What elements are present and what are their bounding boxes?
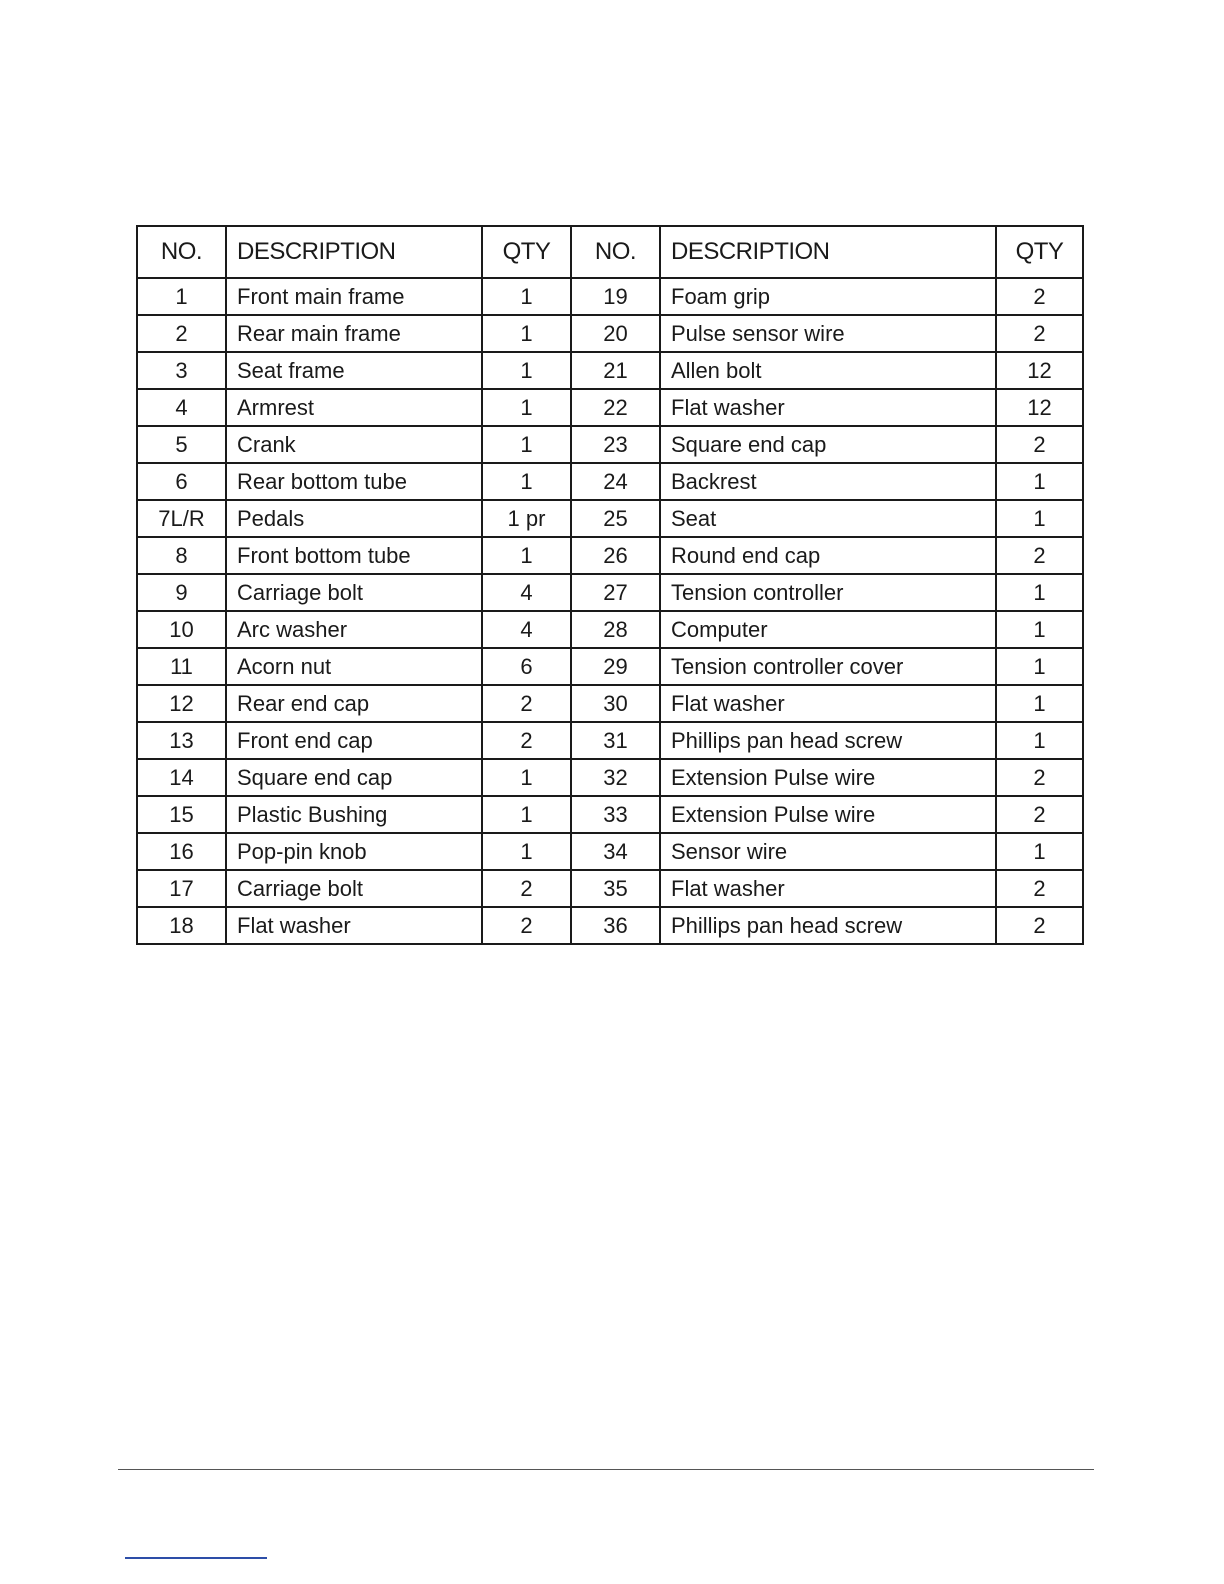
table-row	[137, 278, 1083, 315]
part-no-left: 18	[137, 907, 226, 944]
part-qty-left: 1	[482, 426, 571, 463]
part-description-left: Acorn nut	[226, 648, 482, 685]
part-qty-left: 1	[482, 796, 571, 833]
footer-divider	[118, 1469, 1094, 1470]
part-no-right: 31	[571, 722, 660, 759]
part-description-left: Seat frame	[226, 352, 482, 389]
part-qty-left: 1 pr	[482, 500, 571, 537]
table-row	[137, 500, 1083, 537]
part-qty-left: 4	[482, 574, 571, 611]
part-no-left: 1	[137, 278, 226, 315]
table-row	[137, 389, 1083, 426]
part-description-right: Phillips pan head screw	[660, 907, 996, 944]
part-qty-right: 1	[996, 722, 1083, 759]
part-description-left: Crank	[226, 426, 482, 463]
part-no-left: 17	[137, 870, 226, 907]
part-no-right: 33	[571, 796, 660, 833]
part-description-right: Square end cap	[660, 426, 996, 463]
part-qty-right: 2	[996, 759, 1083, 796]
part-qty-right: 1	[996, 833, 1083, 870]
part-description-right: Tension controller cover	[660, 648, 996, 685]
part-description-right: Extension Pulse wire	[660, 796, 996, 833]
part-no-right: 32	[571, 759, 660, 796]
header-description-right: DESCRIPTION	[660, 226, 996, 278]
part-no-left: 13	[137, 722, 226, 759]
part-qty-left: 2	[482, 722, 571, 759]
part-description-left: Square end cap	[226, 759, 482, 796]
part-no-left: 2	[137, 315, 226, 352]
header-no-right: NO.	[571, 226, 660, 278]
part-no-right: 26	[571, 537, 660, 574]
table-row	[137, 611, 1083, 648]
part-description-right: Seat	[660, 500, 996, 537]
part-description-right: Allen bolt	[660, 352, 996, 389]
part-qty-left: 1	[482, 389, 571, 426]
part-qty-left: 2	[482, 907, 571, 944]
part-no-left: 14	[137, 759, 226, 796]
part-qty-right: 12	[996, 389, 1083, 426]
part-description-left: Front bottom tube	[226, 537, 482, 574]
part-description-left: Pedals	[226, 500, 482, 537]
part-no-left: 9	[137, 574, 226, 611]
part-no-right: 23	[571, 426, 660, 463]
part-no-left: 10	[137, 611, 226, 648]
part-description-right: Flat washer	[660, 685, 996, 722]
part-description-left: Rear bottom tube	[226, 463, 482, 500]
part-qty-right: 1	[996, 648, 1083, 685]
part-description-left: Plastic Bushing	[226, 796, 482, 833]
part-qty-left: 1	[482, 833, 571, 870]
part-no-left: 12	[137, 685, 226, 722]
part-qty-right: 2	[996, 537, 1083, 574]
header-qty-right: QTY	[996, 226, 1083, 278]
part-qty-left: 2	[482, 870, 571, 907]
part-qty-left: 4	[482, 611, 571, 648]
table-row	[137, 833, 1083, 870]
part-description-left: Pop-pin knob	[226, 833, 482, 870]
part-qty-right: 2	[996, 278, 1083, 315]
part-description-right: Flat washer	[660, 870, 996, 907]
header-qty-left: QTY	[482, 226, 571, 278]
part-description-left: Armrest	[226, 389, 482, 426]
part-description-right: Sensor wire	[660, 833, 996, 870]
part-no-left: 7L/R	[137, 500, 226, 537]
header-description-left: DESCRIPTION	[226, 226, 482, 278]
part-description-left: Front end cap	[226, 722, 482, 759]
part-description-left: Arc washer	[226, 611, 482, 648]
part-description-left: Rear end cap	[226, 685, 482, 722]
part-qty-right: 1	[996, 611, 1083, 648]
table-row	[137, 722, 1083, 759]
table-row	[137, 574, 1083, 611]
table-row	[137, 796, 1083, 833]
part-no-right: 20	[571, 315, 660, 352]
table-row	[137, 315, 1083, 352]
part-qty-right: 2	[996, 907, 1083, 944]
part-no-right: 24	[571, 463, 660, 500]
part-qty-left: 1	[482, 537, 571, 574]
part-no-left: 15	[137, 796, 226, 833]
table-row	[137, 463, 1083, 500]
table-row	[137, 907, 1083, 944]
part-qty-left: 1	[482, 278, 571, 315]
part-no-left: 11	[137, 648, 226, 685]
part-qty-right: 1	[996, 685, 1083, 722]
part-description-right: Tension controller	[660, 574, 996, 611]
part-no-right: 27	[571, 574, 660, 611]
part-qty-left: 1	[482, 315, 571, 352]
table-row	[137, 759, 1083, 796]
part-qty-right: 1	[996, 463, 1083, 500]
part-qty-left: 6	[482, 648, 571, 685]
part-no-right: 25	[571, 500, 660, 537]
part-no-left: 4	[137, 389, 226, 426]
part-qty-right: 12	[996, 352, 1083, 389]
part-qty-right: 1	[996, 500, 1083, 537]
part-no-right: 21	[571, 352, 660, 389]
part-no-right: 19	[571, 278, 660, 315]
part-qty-right: 2	[996, 315, 1083, 352]
part-no-left: 3	[137, 352, 226, 389]
table-row	[137, 537, 1083, 574]
part-description-left: Flat washer	[226, 907, 482, 944]
part-no-right: 22	[571, 389, 660, 426]
table-row	[137, 870, 1083, 907]
part-qty-right: 2	[996, 796, 1083, 833]
part-description-right: Phillips pan head screw	[660, 722, 996, 759]
part-no-right: 35	[571, 870, 660, 907]
part-no-left: 5	[137, 426, 226, 463]
part-qty-right: 2	[996, 426, 1083, 463]
header-no-left: NO.	[137, 226, 226, 278]
part-no-right: 36	[571, 907, 660, 944]
part-no-left: 8	[137, 537, 226, 574]
part-description-left: Front main frame	[226, 278, 482, 315]
part-qty-left: 1	[482, 759, 571, 796]
part-description-left: Carriage bolt	[226, 574, 482, 611]
part-no-left: 6	[137, 463, 226, 500]
table-row	[137, 352, 1083, 389]
footer-link-underline	[125, 1557, 267, 1559]
parts-table-body	[137, 278, 1083, 944]
part-no-right: 30	[571, 685, 660, 722]
part-description-right: Flat washer	[660, 389, 996, 426]
table-header-row	[137, 226, 1083, 278]
part-description-right: Foam grip	[660, 278, 996, 315]
parts-list-table	[136, 225, 1084, 945]
table-row	[137, 648, 1083, 685]
part-qty-right: 1	[996, 574, 1083, 611]
part-description-right: Round end cap	[660, 537, 996, 574]
part-description-left: Rear main frame	[226, 315, 482, 352]
part-qty-left: 2	[482, 685, 571, 722]
part-qty-left: 1	[482, 352, 571, 389]
table-row	[137, 426, 1083, 463]
part-description-left: Carriage bolt	[226, 870, 482, 907]
part-description-right: Extension Pulse wire	[660, 759, 996, 796]
part-qty-left: 1	[482, 463, 571, 500]
part-no-right: 29	[571, 648, 660, 685]
part-description-right: Computer	[660, 611, 996, 648]
part-no-left: 16	[137, 833, 226, 870]
part-qty-right: 2	[996, 870, 1083, 907]
part-description-right: Backrest	[660, 463, 996, 500]
part-no-right: 28	[571, 611, 660, 648]
table-row	[137, 685, 1083, 722]
part-description-right: Pulse sensor wire	[660, 315, 996, 352]
part-no-right: 34	[571, 833, 660, 870]
